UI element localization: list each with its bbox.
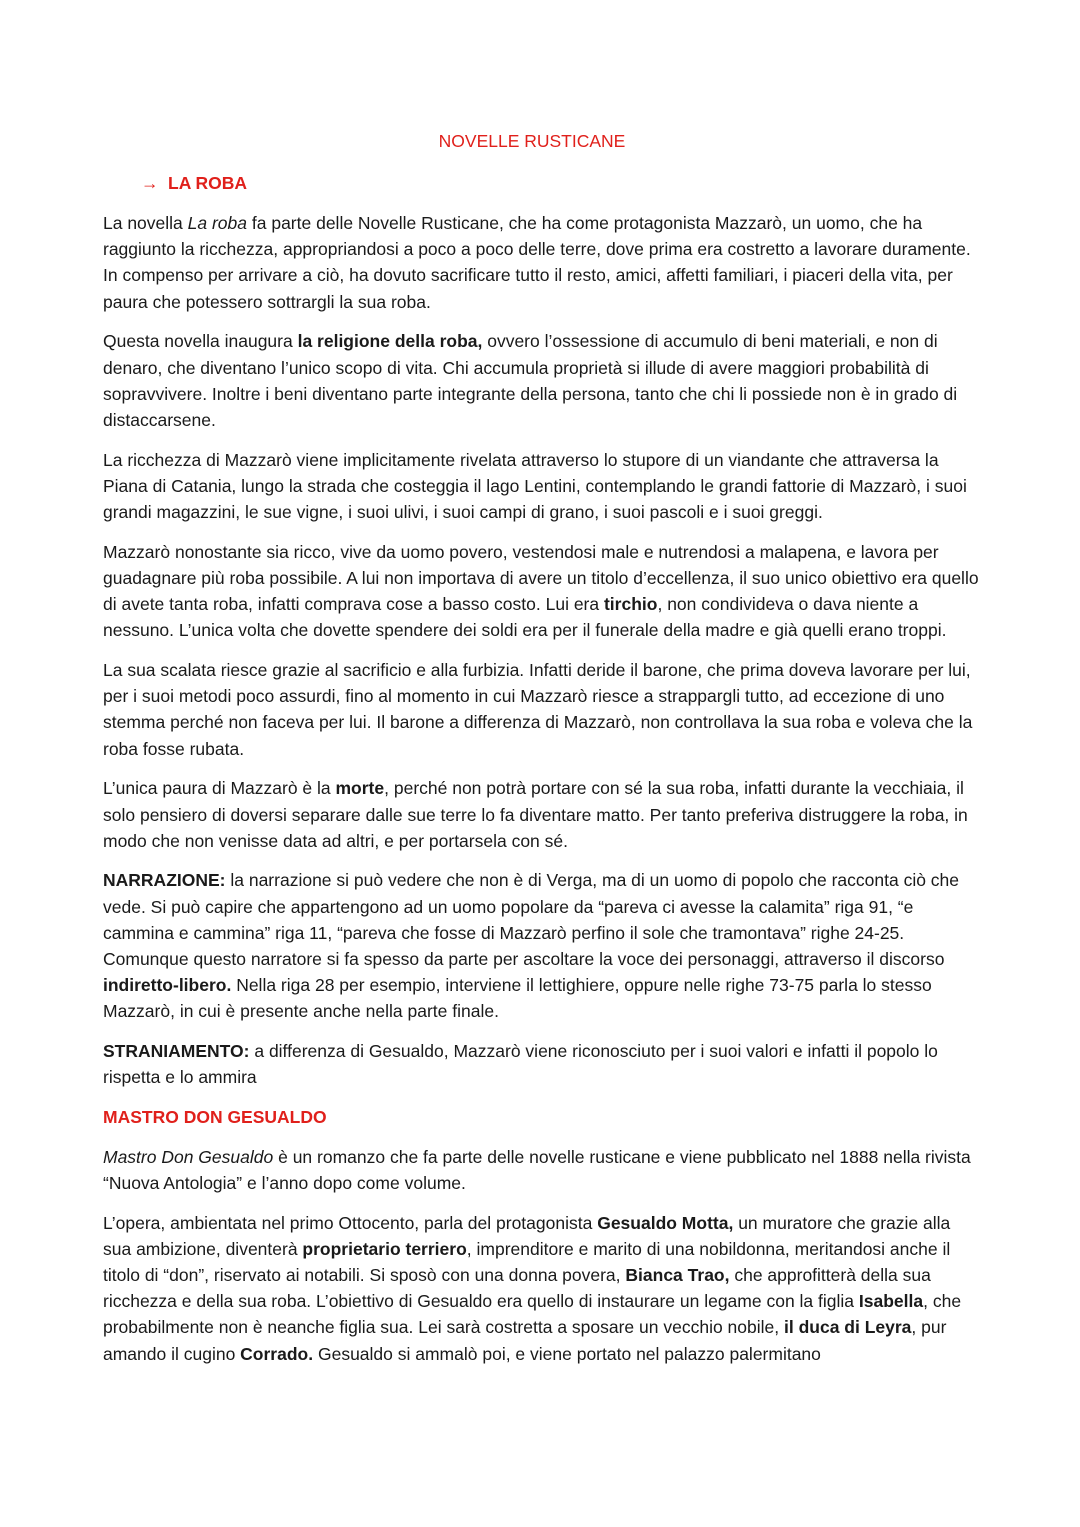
- italic-title: Mastro Don Gesualdo: [103, 1146, 274, 1167]
- paragraph-uomo-povero: [103, 539, 983, 644]
- section-heading-label: LA ROBA: [168, 172, 248, 193]
- text-span: , non condivideva o dava niente a nessuno. L’unica volta che dovette spendere dei soldi era per il funerale della madre e già quelli erano troppi.: [103, 594, 947, 641]
- text-span: un muratore che grazie alla sua ambizione, diventerà: [103, 1212, 951, 1259]
- bold-label: NARRAZIONE:: [103, 870, 226, 891]
- paragraph-gesualdo-trama: [103, 1210, 983, 1367]
- text-span: Questa novella inaugura: [103, 331, 298, 352]
- paragraph-scalata: [103, 657, 983, 762]
- bold-label: STRANIAMENTO:: [103, 1041, 250, 1062]
- text-span: La ricchezza di Mazzarò viene implicitamente rivelata attraverso lo stupore di un viandante che attraversa la Piana di Catania, lungo la strada che costeggia il lago Lentini, contemplando le grandi fattorie di Mazzarò, i suoi grandi magazzini, le sue vigne, i suoi ulivi, i suoi campi di grano, i suoi pascoli e i suoi greggi.: [103, 449, 967, 523]
- paragraph-narrazione: [103, 867, 983, 1024]
- paragraph-religione-roba: [103, 328, 983, 433]
- bold-term: indiretto-libero.: [103, 975, 232, 996]
- paragraph-paura-morte: [103, 775, 983, 854]
- bold-term: morte: [335, 778, 385, 799]
- paragraph-straniamento: [103, 1038, 983, 1090]
- bold-term: Corrado.: [240, 1343, 314, 1364]
- paragraph-gesualdo-intro: [103, 1144, 983, 1196]
- text-span: , imprenditore e marito di una nobildonna, meritandosi anche il titolo di “don”, riservato ai notabili. Si sposò con una donna povera,: [103, 1238, 951, 1285]
- bold-term: tirchio: [603, 594, 658, 615]
- text-span: Nella riga 28 per esempio, interviene il lettighiere, oppure nelle righe 73-75 parla lo stesso Mazzarò, in cui è presente anche nella parte finale.: [103, 975, 932, 1022]
- section-heading-mastro-don-gesualdo: MASTRO DON GESUALDO: [103, 1107, 327, 1128]
- bold-term: proprietario terriero: [302, 1238, 467, 1259]
- text-span: Gesualdo si ammalò poi, e viene portato nel palazzo palermitano: [313, 1343, 821, 1364]
- text-span: , perché non potrà portare con sé la sua roba, infatti durante la vecchiaia, il solo pensiero di doversi separare dalle sue terre lo fa diventare matto. Per tanto preferiva distruggere la roba, in modo che non venisse data ad altri, e per portarsela con sé.: [103, 778, 968, 851]
- text-span: è un romanzo che fa parte delle novelle rusticane e viene pubblicato nel 1888 nella rivista “Nuova Antologia” e l’anno dopo come volume.: [103, 1146, 971, 1193]
- text-span: Mazzarò nonostante sia ricco, vive da uomo povero, vestendosi male e nutrendosi a malapena, e lavora per guadagnare più roba possibile. A lui non importava di avere un titolo d’eccellenza, il suo unico obiettivo era quello di avete tanta roba, infatti comprava cose a basso costo. Lui era: [103, 541, 979, 615]
- paragraph-intro: [103, 210, 983, 315]
- text-span: ovvero l’ossessione di accumulo di beni materiali, e non di denaro, che diventano l’unico scopo di vita. Chi accumula proprietà si illude di avere maggiori probabilità di sopravvivere. Inoltre i beni diventano parte integrante della persona, tanto che chi li possiede non è in grado di distaccarsene.: [103, 331, 958, 430]
- italic-title: La roba: [187, 213, 248, 233]
- bold-term: la religione della roba,: [297, 331, 483, 352]
- text-span: , pur amando il cugino: [103, 1317, 947, 1364]
- text-span: che approfitterà della sua ricchezza e della sua roba. L’obiettivo di Gesualdo era quello di instaurare un legame con la figlia: [103, 1264, 931, 1312]
- text-span: La novella: [103, 213, 188, 233]
- bold-term: Bianca Trao,: [625, 1264, 730, 1285]
- bold-term: Gesualdo Motta,: [597, 1212, 734, 1233]
- text-span: L’unica paura di Mazzarò è la: [103, 778, 336, 799]
- paragraph-ricchezza: [103, 447, 983, 526]
- bold-term: il duca di Leyra: [784, 1317, 912, 1338]
- arrow-right-icon: →: [141, 172, 159, 193]
- document-title: NOVELLE RUSTICANE: [438, 131, 626, 151]
- bold-term: Isabella: [858, 1291, 924, 1312]
- text-span: , che probabilmente non è neanche figlia sua. Lei sarà costretta a sposare un vecchio nobile,: [103, 1291, 962, 1338]
- text-span: La sua scalata riesce grazie al sacrificio e alla furbizia. Infatti deride il barone, che prima doveva lavorare per lui, per i suoi metodi poco assurdi, fino al momento in cui Mazzarò riesce a strappargli tutto, ad eccezione di uno stemma perché non faceva per lui. Il barone a differenza di Mazzarò, non controllava la sua roba e voleva che la roba fosse rubata.: [103, 660, 973, 759]
- text-span: L’opera, ambientata nel primo Ottocento, parla del protagonista: [103, 1212, 598, 1233]
- text-span: a differenza di Gesualdo, Mazzarò viene riconosciuto per i suoi valori e infatti il popolo lo rispetta e lo ammira: [103, 1041, 938, 1088]
- document-page: [103, 128, 983, 1380]
- text-span: la narrazione si può vedere che non è di Verga, ma di un uomo di popolo che racconta ciò che vede. Si può capire che appartengono ad un uomo popolare da “pareva ci avesse la calamita” riga 91, “e cammina e cammina” riga 11, “pareva che fosse di Mazzarò perfino il sole che tramontava” righe 24-25. Comunque questo narratore si fa spesso da parte per ascoltare la voce dei personaggi, attraverso il discorso: [103, 870, 960, 970]
- text-span: fa parte delle Novelle Rusticane, che ha come protagonista Mazzarò, un uomo, che ha raggiunto la ricchezza, appropriandosi a poco a poco delle terre, dove prima era costretto a lavorare duramente. In compenso per arrivare a ciò, ha dovuto sacrificare tutto il resto, amici, affetti familiari, i piaceri della vita, per paura che potessero sottrargli la sua roba.: [103, 213, 971, 312]
- section-heading-la-roba: [141, 170, 983, 196]
